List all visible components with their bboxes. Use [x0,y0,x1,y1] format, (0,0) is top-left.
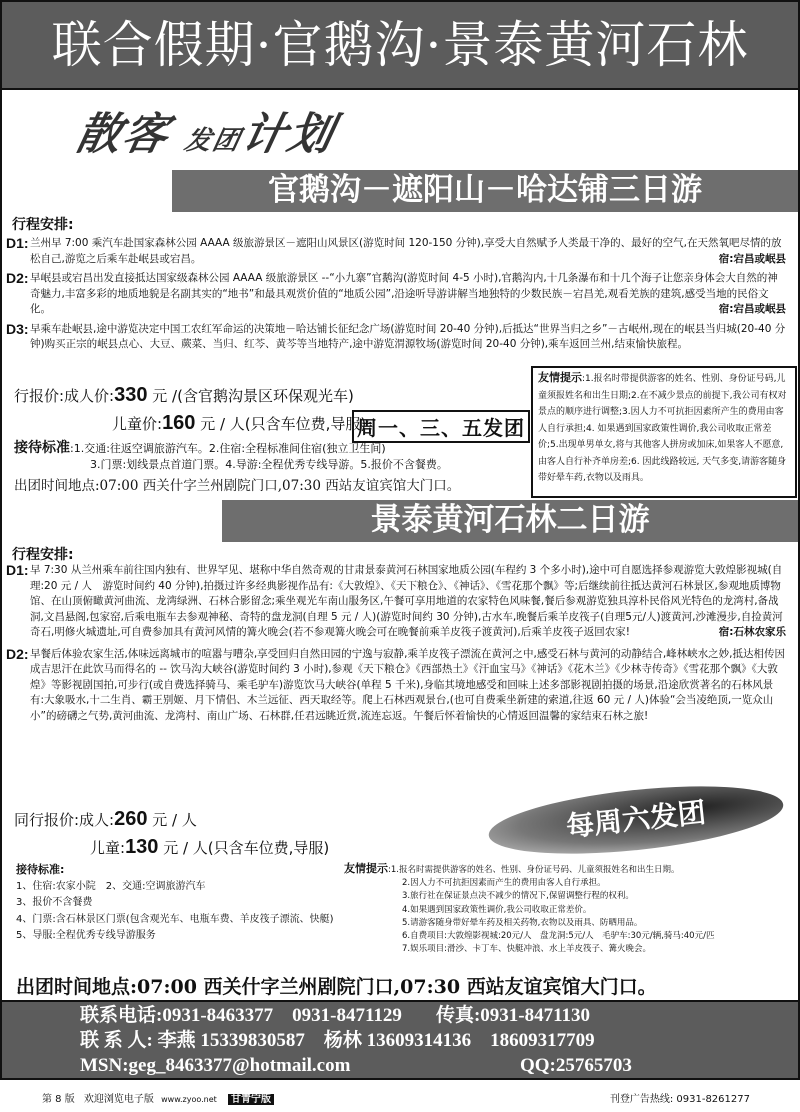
day-label: D1: [6,235,29,251]
tour1-adult-price [14,384,354,407]
price-label: 儿童价: [112,415,163,433]
service-item: 3、报价不含餐费 [16,897,93,908]
banner-title: 联合假期·官鹅沟·景泰黄河石林 [0,0,800,90]
day-label: D3: [6,320,29,337]
footer [0,1088,800,1112]
tour2-schedule-badge: 每周六发团 [486,775,787,866]
price-label: 同行报价:成人: [14,811,115,829]
contact-persons: 联 系 人: 李燕 15339830587 杨林 13609314136 18609317709 [80,1030,595,1051]
tour1-tips-box [531,366,797,498]
contact-qq: QQ:25765703 [520,1055,632,1076]
footer-welcome: 欢迎浏览电子版 [83,1094,154,1105]
tour2-itinerary [6,563,786,724]
tips-item: 5.请游客随身带好晕车药及相关药物,衣物以及雨具、防晒用品。 [402,917,643,928]
day-item [6,236,786,267]
tour2-tips [344,862,794,956]
price-label: 行报价:成人价: [14,387,115,405]
tips-item: 7.娱乐项目:滑沙、卡丁车、快艇冲浪、水上羊皮筏子、篝火晚会。 [402,944,651,955]
tour1-departure: 出团时间地点:07:00 西关什字兰州剧院门口,07:30 西站友谊宾馆大门口。 [14,478,461,494]
contact-fax: 传真:0931-8471130 [435,1005,591,1026]
contact-msn: MSN:geg_8463377@hotmail.com [80,1055,351,1076]
tour2-departure: 出团时间地点:07:00 西关什字兰州剧院门口,07:30 西站友谊宾馆大门口。 [16,976,657,998]
tour1-itinerary-label: 行程安排: [12,217,74,233]
tips-label: 友情提示 [538,371,582,384]
slogan [71,98,342,162]
price-suffix: 元 / 人(只含车位费,导服) [163,839,330,857]
tour1-schedule-badge: 周一、三、五发团 [352,410,530,443]
price-suffix: 元 / 人(只含车位费,导服) [200,415,367,433]
day-text: 早餐后体验农家生活,体味远离城市的喧嚣与嘈杂,享受回归自然田园的宁逸与寂静,乘羊皮筏子漂流在黄河之中,感受石林与黄河的动静结合,峰林峡水之妙,抵达相传因成吉思汗在此饮马而得名的 -- 饮马沟大峡谷(游览时间约 3 小时),参观《天下粮仓》《西部热土》《汗血宝马》《神话》《花木兰》《少林寺传奇》《雪花那个飘》《大敦煌》等影视剧国拍,可步行(或自费选择骑马、乘毛驴车)游览饮马大峡谷(单程 5 千米),身临其境地感受和回味上述多部影视剧拍摄的场景,沿途欣赏著名的石林风景有:大象吸水,十二生肖、霸王别姬、月下情侣、木兰远征、西天取经等。爬上石林西观景台,(也可自费乘坐新建的索道,往返 60 元 / 人)体验“会当凌绝顶,一览众山小”的磅礴之气势,黄河曲流、龙湾村、南山广场、石林群,任君远眺近赏,流连忘返。午餐后怀着愉快的心情返回温馨的家结束石林之旅! [30,647,786,722]
tips-label: 友情提示 [344,862,388,875]
tips-item: 2.因人力不可抗拒因素而产生的费用由客人自行承担。 [402,878,606,889]
day-stay: 宿:宕昌或岷县 [718,303,786,315]
tips-item: 6.自费项目:大敦煌影视城:20元/人 盘龙洞:5元/人 毛驴车:30元/辆,骑马:40元/匹 [402,931,715,942]
child-price-value: 130 [125,836,159,858]
tips-text: :1.报名时带提供游客的姓名、性别、身份证号码,儿童须报姓名和出生日期;2.在不减少景点的前提下,我公司有权对景点的顺序进行调整;3.因人力不可抗拒因素所产生的费用由客人自行承担;4. 如果遇到国家政策性调价,我公司收取正常差价;5.出现单男单女,将与其他客人拼房或加床,如果客人不愿意,由客人自行补齐单房差;6. 因此线路较远, 天气多变,请游客随身带好晕车药,衣物以及雨具。 [538,374,787,483]
tour1-service [14,440,534,473]
slogan-part: 计划 [236,109,340,160]
day-item [6,271,786,318]
day-item [6,647,786,725]
footer-page: 第 8 版 [42,1094,75,1105]
tips-item: 4.如果遇到国家政策性调价,我公司收取正常差价。 [402,904,592,915]
day-item [6,322,786,353]
contact-band [0,1000,800,1080]
tour1-title: 官鹅沟－遮阳山－哈达铺三日游 [172,170,798,212]
child-price-value: 160 [162,412,196,434]
day-stay: 宿:宕昌或岷县 [718,252,786,265]
service-label: 接待标准 [14,440,70,456]
day-label: D1: [6,562,29,578]
tips-item: 3.旅行社在保证景点决不减少的情况下,保留调整行程的权利。 [402,891,634,902]
tour2-service [16,862,336,945]
service-item: 5、导服:全程优秀专线导游服务 [16,930,156,941]
price-label: 儿童: [90,839,126,857]
tour2-adult-price [14,808,197,831]
tour2-title: 景泰黄河石林二日游 [222,500,798,542]
footer-site[interactable]: www.zyoo.net [161,1095,217,1104]
day-text: 早乘车赴岷县,途中游览决定中国工农红军命运的决策地－哈达铺长征纪念广场(游览时间 20-40 分钟),后抵达“世界当归之乡”－古岷州,现在的岷县当归城(20-40 分钟)购买正宗的岷县点心、大豆、蕨菜、当归、红芩、黄芩等当地特产,途中游览渭源牧场(游览时间 20-40 分钟),乘车返回兰州,结束愉快旅程。 [30,322,786,350]
tour2-child-price [90,836,329,859]
adult-price-value: 330 [114,384,148,406]
day-stay: 宿:石林农家乐 [718,626,786,638]
footer-edition: 甘青宁版 [228,1094,274,1105]
price-suffix: 元 / 人 [152,811,197,829]
tour1-child-price [112,412,366,435]
slogan-part: 客 [117,109,175,160]
service-line: :1.交通:往返空调旅游汽车。2.住宿:全程标准间住宿(独立卫生间) [70,442,386,455]
tips-item: :1.报名时需提供游客的姓名、性别、身份证号码、儿童须报姓名和出生日期。 [388,865,680,875]
tour2-itinerary-label: 行程安排: [12,547,74,563]
tour1-itinerary [6,236,786,353]
slogan-part: 散 [71,109,129,160]
day-label: D2: [6,645,29,662]
service-item: 4、门票:含石林景区门票(包含观光车、电瓶车费、羊皮筏子漂流、快艇) [16,913,334,925]
service-label: 接待标准: [16,863,65,876]
day-label: D2: [6,270,29,286]
service-line: 3.门票:划线景点首道门票。4.导游:全程优秀专线导游。5.报价不含餐费。 [90,458,448,471]
contact-phone: 联系电话:0931-8463377 0931-8471129 [80,1005,402,1026]
adult-price-value: 260 [114,808,148,830]
slogan-part: 发团 [181,126,245,156]
day-item [6,563,786,641]
day-text: 早岷县或宕昌出发直接抵达国家级森林公园 AAAA 级旅游景区 --“小九寨”官鹅沟(游览时间 4-5 小时),官鹅沟内,十几条瀑布和十几个海子让您亲身体会大自然的神奇魅力,丰富多彩的地质地貌是名副其实的“地书”和最具观赏价值的“地质公园”,沿途听导游讲解当地独特的少数民族－宕昌羌,观看羌族的建筑,感受当地的民俗文化。 [30,272,778,315]
day-text: 兰州早 7:00 乘汽车赴国家森林公园 AAAA 级旅游景区－遮阳山风景区(游览时间 120-150 分钟),享受大自然赋予人类最干净的、最好的空气,在天然氧吧尽情的放松自己,游览之后乘车赴岷县或宕昌。 [30,237,782,265]
footer-hotline: 刊登广告热线: 0931-8261277 [609,1094,750,1105]
price-suffix: 元 /(含官鹅沟景区环保观光车) [152,387,354,405]
day-text: 早 7:30 从兰州乘车前往国内独有、世界罕见、堪称中华自然奇观的甘肃景泰黄河石林国家地质公园(车程约 3 个多小时),途中可自愿选择参观游览大敦煌影视城(自理:20 元 / 人 游览时间约 40 分钟),拍摄过许多经典影视作品有:《大敦煌》、《天下粮仓》、《神话》、《雪花那个飘》等;后继续前往抵达黄河石林景区,参观地质博物馆、在山顶俯瞰黄河曲流、龙湾绿洲、石林合影留念;乘坐观光车南山服务区,午餐可享用地道的农家特色风味餐,餐后参观游览独具淳朴民俗风光特色的龙湾村,备战洞,文昌悬阁,包家窑,后乘电瓶车去参观神秘、奇特的盘龙洞(自理 5 元 / 人)(游览时间约 30 分钟),古水车,晚餐后乘羊皮筏子(自理5元/人)渡黄河,沙滩漫步,自捡黄河奇石,明修火城遗址,可自费参加具有黄河风情的篝火晚会(若不参观篝火晚会可在晚餐前乘羊皮筏子渡黄河),后乘羊皮筏子返回农家! [30,564,783,638]
service-item: 1、住宿:农家小院 2、交通:空调旅游汽车 [16,880,206,892]
